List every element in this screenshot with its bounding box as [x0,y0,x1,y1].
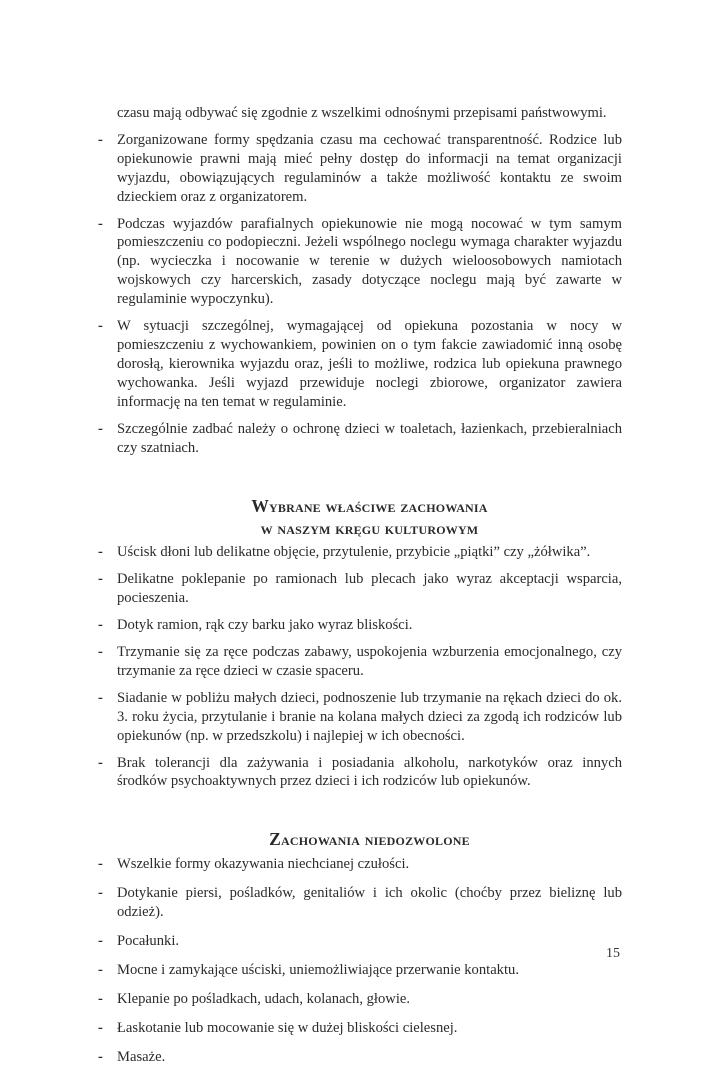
list-item-text: Masaże. [117,1048,166,1065]
intro-continuation: czasu mają odbywać się zgodnie z wszelkimi odnośnymi przepisami państwowymi. [117,105,607,121]
dash-bullet-icon: - [98,962,103,978]
heading-line-2: w naszym kręgu kulturowym [260,518,479,539]
dash-bullet-icon: - [98,933,103,950]
list-item [98,131,622,207]
dash-bullet-icon: - [98,1048,103,1065]
list-item-text: Szczególnie zadbać należy o ochronę dzieci w toaletach, łazienkach, przebieralniach czy szatniach. [117,420,622,456]
dash-bullet-icon: - [98,215,103,232]
list-item-text: Delikatne poklepanie po ramionach lub plecach jako wyraz akceptacji wsparcia, pocieszenia. [117,571,622,607]
list-item-text: Siadanie w pobliżu małych dzieci, podnoszenie lub trzymanie na rękach dzieci do ok. 3. roku życia, przytulanie i branie na kolana małych dzieci za zgodą ich rodziców lub opiekunów (np. w przedszkolu) i najlepiej w ich obecności. [117,689,622,744]
list-item [98,420,622,458]
dash-bullet-icon: - [98,856,103,873]
list-item [98,643,622,681]
dash-bullet-icon: - [98,617,103,634]
list-item-text: Pocałunki. [117,933,180,950]
dash-bullet-icon: - [98,689,103,706]
list-item [98,855,622,874]
list-item [98,961,622,980]
list-item-text: Podczas wyjazdów parafialnych opiekunowie nie mogą nocować w tym samym pomieszczeniu co podopieczni. Jeżeli wspólnego noclegu wymaga charakter wyjazdu (np. wycieczka i nocowanie w terenie w dużych wieloosobowych namiotach wojskowych czy harcerskich, zasady dotyczące noclegu mają być zawarte w regulaminie wypoczynku). [117,215,622,308]
list-item [98,754,622,792]
dash-bullet-icon: - [98,131,103,148]
list-item [98,616,622,635]
list-item-text: Dotykanie piersi, pośladków, genitaliów i ich okolic (choćby przez bieliznę lub odzież). [117,885,622,921]
dash-bullet-icon: - [98,754,103,771]
list-item-text: W sytuacji szczególnej, wymagającej od opiekuna pozostania w nocy w pomieszczeniu z wychowankiem, powinien on o tym fakcie zawiadomić inną osobę dorosłą, kierownika wyjazdu oraz, jeśli to możliwe, rodzica lub opiekuna prawnego wychowanka. Jeśli wyjazd przewiduje noclegi zbiorowe, organizator zawiera informację na ten temat w regulaminie. [117,318,622,410]
list-item-text: Trzymanie się za ręce podczas zabawy, uspokojenia wzburzenia emocjonalnego, czy trzymanie za ręce dzieci w czasie spaceru. [117,644,622,679]
list-item [98,884,622,922]
list-item [98,990,622,1009]
list-item-text: Uścisk dłoni lub delikatne objęcie, przytulenie, przybicie „piątki” czy „żółwika”. [117,544,591,561]
list-item-text: Klepanie po pośladkach, udach, kolanach, głowie. [117,990,410,1007]
list-item [98,689,622,746]
dash-bullet-icon: - [98,318,103,335]
section-2-list [98,543,622,791]
list-item [98,932,622,951]
list-item [98,317,622,412]
section-prohibited-behaviours [98,828,622,1066]
dash-bullet-icon: - [98,885,103,902]
page-number: 15 [606,946,620,961]
dash-bullet-icon: - [98,644,103,661]
section-1-list [98,131,622,458]
list-item [98,570,622,608]
section-heading [117,495,622,539]
dash-bullet-icon: - [98,420,103,437]
list-item-text: Dotyk ramion, rąk czy barku jako wyraz bliskości. [117,617,413,634]
dash-bullet-icon: - [98,990,103,1007]
page-content [98,104,622,1067]
list-item [98,543,622,562]
dash-bullet-icon: - [98,571,103,588]
section-heading: Zachowania niedozwolone [269,829,470,850]
section-appropriate-behaviours [98,495,622,791]
dash-bullet-icon: - [98,1019,103,1036]
list-item-text: Mocne i zamykające uściski, uniemożliwiające przerwanie kontaktu. [117,962,519,978]
list-item-text: Wszelkie formy okazywania niechcianej czułości. [117,856,410,873]
list-item [98,1019,622,1038]
list-item [98,215,622,310]
heading-line-1: Wybrane właściwe zachowania [251,496,488,517]
section-3-list [98,855,622,1066]
list-item [98,1048,622,1067]
dash-bullet-icon: - [98,544,103,561]
list-item-text: Brak tolerancji dla zażywania i posiadania alkoholu, narkotyków oraz innych środków psychoaktywnych przez dzieci i ich rodziców lub opiekunów. [117,754,622,790]
list-item-text: Zorganizowane formy spędzania czasu ma cechować transparentność. Rodzice lub opiekunowie prawni mają mieć pełny dostęp do informacji na temat organizacji wyjazdu, obowiązujących regulaminów a także możliwość kontaktu ze swoim dzieckiem oraz z organizatorem. [117,131,622,205]
list-item-text: Łaskotanie lub mocowanie się w dużej bliskości cielesnej. [117,1019,458,1036]
